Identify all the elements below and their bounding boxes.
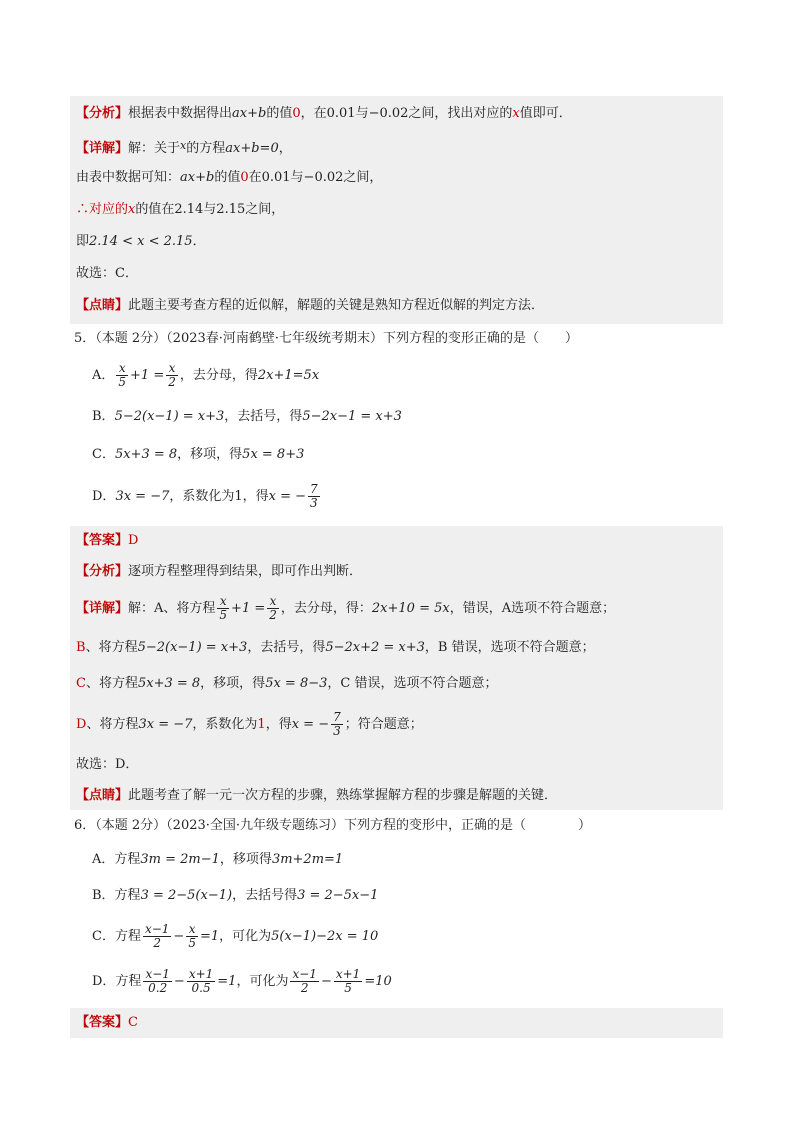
fraction: $\frac{7}{3}$ <box>310 482 318 510</box>
fraction: $\frac{x}{2}$ <box>168 361 176 389</box>
fraction: $\frac{x+1}{5}$ <box>335 967 361 995</box>
fraction: $\frac{x-1}{2}$ <box>144 922 170 950</box>
q6-answer-line: 【答案】C <box>76 1015 138 1030</box>
prev-comment-line: 【点睛】此题主要考查方程的近似解，解题的关键是熟知方程近似解的判定方法． <box>76 298 545 313</box>
q5-option-b: B．5−2(x−1) = x+3，去括号，得5−2x−1 = x+3 <box>92 409 402 424</box>
q5-detail-d-line: D、将方程3x = −7，系数化为1，得x = − $\frac{7}{3}$ ；符合题意； <box>76 710 423 738</box>
q5-option-c: C．5x+3 = 8，移项，得5x = 8+3 <box>92 447 305 462</box>
prev-range-line: 即2.14 < x < 2.15． <box>76 234 206 249</box>
document-body <box>70 96 723 1038</box>
prev-table-line: 由表中数据可知：ax+b的值0在0.01与−0.02之间， <box>76 170 383 185</box>
fraction: $\frac{x}{5}$ <box>188 922 196 950</box>
q6-option-a: A．方程3m = 2m−1，移项得3m+2m=1 <box>92 852 344 867</box>
q5-stem: 5．（本题 2分）（2023春·河南鹤壁·七年级统考期末）下列方程的变形正确的是（ ） <box>74 331 579 346</box>
fraction: $\frac{x}{5}$ <box>219 594 228 622</box>
prev-detail-line: 【详解】解：关于$^x$的方程ax+b=0， <box>76 139 292 156</box>
fraction: $\frac{x}{5}$ <box>118 361 127 389</box>
q6-option-c: C．方程 $\frac{x-1}{2}$ − $\frac{x}{5}$ =1，可化为5(x−1)−2x = 10 <box>92 922 379 950</box>
prev-therefore-line: ∴对应的x的值在2.14与2.15之间， <box>76 202 285 217</box>
q6-solution-block <box>70 1008 723 1038</box>
fraction: $\frac{7}{3}$ <box>333 710 341 738</box>
fraction: $\frac{x+1}{0.5}$ <box>188 967 214 995</box>
q6-option-b: B．方程3 = 2−5(x−1)，去括号得3 = 2−5x−1 <box>92 888 379 903</box>
prev-choose-line: 故选：C． <box>76 266 138 281</box>
prev-analysis-line: 【分析】根据表中数据得出ax+b的值0，在0.01与−0.02之间，找出对应的x值即可． <box>76 106 572 121</box>
q5-detail-a-line: 【详解】解：A、将方程 $\frac{x}{5}$ +1 = $\frac{x}{2}$ ，去分母，得：2x+10 = 5x，错误，A选项不符合题意； <box>76 594 616 622</box>
q6-option-d: D．方程 $\frac{x-1}{0.2}$ − $\frac{x+1}{0.5}$ =1，可化为 $\frac{x-1}{2}$ − $\frac{x+1}{5}$ =10 <box>92 967 392 995</box>
q5-solution-block <box>70 526 723 810</box>
q5-answer-line: 【答案】D <box>76 533 139 548</box>
q5-comment-line: 【点睛】此题考查了解一元一次方程的步骤，熟练掌握解方程的步骤是解题的关键． <box>76 788 558 803</box>
prev-solution-block <box>70 96 723 324</box>
q5-detail-b-line: B、将方程5−2(x−1) = x+3，去括号，得5−2x+2 = x+3，B 错误，选项不符合题意； <box>76 640 595 655</box>
q5-analysis-line: 【分析】逐项方程整理得到结果，即可作出判断． <box>76 564 363 579</box>
fraction: $\frac{x-1}{2}$ <box>292 967 317 995</box>
q5-option-a: A． $\frac{x}{5}$ +1 = $\frac{x}{2}$ ，去分母，得2x+1=5x <box>92 361 320 389</box>
q5-choose-line: 故选：D． <box>76 757 139 772</box>
fraction: $\frac{x}{2}$ <box>269 594 277 622</box>
q5-detail-c-line: C、将方程5x+3 = 8，移项，得5x = 8−3，C 错误，选项不符合题意； <box>76 676 498 691</box>
q6-stem: 6．（本题 2分）（2023·全国·九年级专题练习）下列方程的变形中，正确的是（ ） <box>74 818 592 833</box>
q5-option-d: D．3x = −7，系数化为1，得x = − $\frac{7}{3}$ <box>92 482 318 510</box>
fraction: $\frac{x-1}{0.2}$ <box>145 967 170 995</box>
